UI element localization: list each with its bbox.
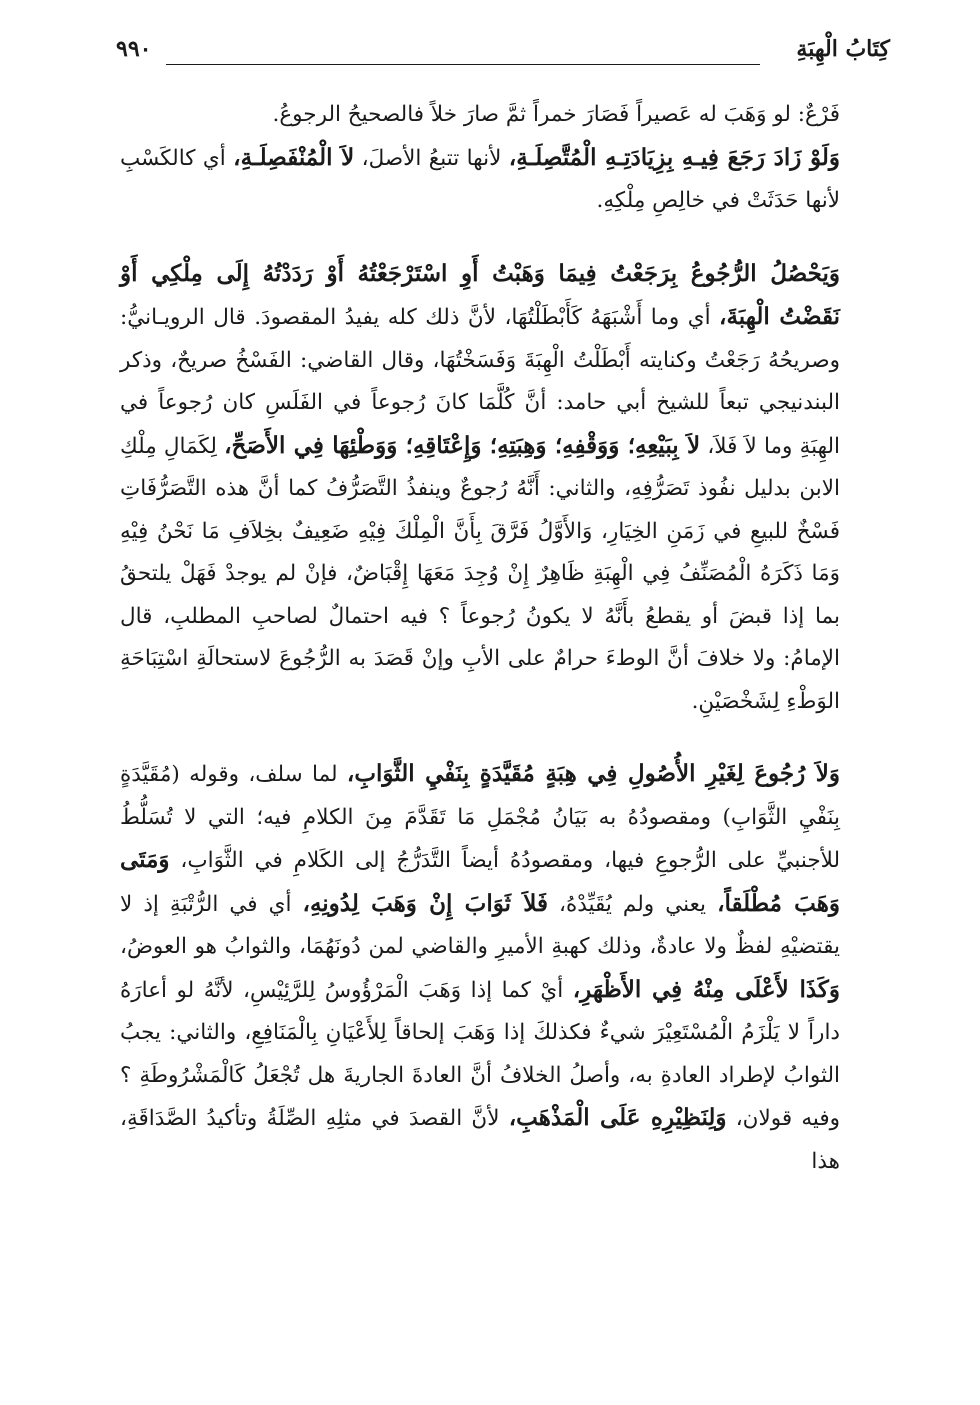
sharh-text: أي كالكَسْبِ لأنها حَدَثَتْ في خالِصِ مِلْكِهِ.: [120, 145, 840, 213]
sharh-text: يعني ولم يُقَيِّدْهُ،: [547, 891, 718, 917]
page-number: ٩٩٠: [116, 36, 152, 62]
matn-text: وَلَوْ زَادَ رَجَعَ فِيـهِ بِزِيَادَتِـهِ الْمُتَّصِلَـةِ،: [508, 143, 840, 171]
matn-text: وَمَتَى وَهَبَ مُطْلَقاً،: [120, 846, 840, 917]
paragraph-far: [120, 94, 840, 137]
sharh-text: أيْ كما إذا وَهَبَ الْمَرْؤُوسُ لِلرَّئِيْسِ، لأنَّهُ لو أعارَهُ داراً لا يَلْزَمُ الْمُسْتَعِيْرَ شيءٌ فكذلكَ إذا وَهَبَ إلحاقاً لِلأَعْيَانِ بِالْمَنَافِعِ، والثاني: يجبُ الثوابُ لإطراد العادةِ به، وأصلُ الخلافُ أنَّ العادةَ الجاريةَ هل تُجْعَلُ كَالْمَشْرُوطَةِ ؟ وفيه قولان،: [120, 977, 841, 1131]
text-segment: فَرْعٌ: لو وَهَبَ له عَصيراً فَصَارَ خمراً ثمَّ صارَ خلاً فالصحيحُ الرجوعُ.: [272, 102, 840, 127]
matn-text: لاَ بِبَيْعِهِ؛ وَوَقْفِهِ؛ وَهِبَتِهِ؛ وَإِعْتَاقِهِ؛ وَوَطْئِهَا فِي الأَصَحِّ،: [224, 431, 701, 459]
sharh-text: لأنها تتبعُ الأصلَ،: [354, 145, 509, 171]
matn-text: وَلاَ رُجُوعَ لِغَيْرِ الأُصُولِ فِي هِبَةٍ مُقَيَّدَةٍ بِنَفْيِ الثَّوَابِ،: [346, 760, 840, 787]
sharh-text: أي في الرُّتْبَةِ إذ لا يقتضيْهِ لفظٌ ولا عادةٌ، وذلك كهبةِ الأميرِ والقاضي لمن دُونَهُمَا، والثوابُ هو العوضُ،: [120, 891, 840, 959]
matn-text: وَيَحْصُلُ الرُّجُوعُ بِرَجَعْتُ فِيمَا وَهَبْتُ أَوِ اسْتَرْجَعْتُهُ أَوْ رَدَدْتُهُ إِلَى مِلْكِي أَوْ نَقَضْتُ الْهِبَةَ،: [120, 259, 840, 330]
sharh-text: أي وما أَشْبَهَهُ كَأَبْطَلْتُهَا، لأنَّ ذلك كله يفيدُ المقصودَ. قال الرويـانيُّ: وصريحُهُ رَجَعْتُ وكنايته أَبْطَلْتُ الْهِبَةَ وَفَسَخْتُهَا، وقال القاضي: الفَسْخُ صريحٌ، وذكر البندنيجي تبعاً للشيخ أبي حامد: أنَّ كُلَّمَا كانَ رُجوعاً في الفَلَسِ كان رُجوعاً في الهِبَةِ وما لاَ فَلاَ،: [120, 305, 841, 459]
running-header-title: كِتَابُ الْهِبَةِ: [796, 36, 890, 62]
paragraph-zad: [120, 137, 840, 223]
sharh-text: لما سلف، وقوله (مُقَيَّدَةٍ بِنَفْيِ الثَّوَابِ) ومقصودُهُ به بَيَانُ مُجْمَلِ مَا تَقَدَّمَ مِنَ الكلامِ فيه؛ التي لا تُسَلُّطُ للأجنبيِّ على الرُّجوعِ فيها، ومقصودُهُ أيضاً التَّدَرُّجُ إلى الكَلامِ في الثَّوَابِ،: [120, 762, 840, 873]
matn-text: فَلاَ ثَوَابَ إِنْ وَهَبَ لِدُونِهِ،: [302, 889, 548, 917]
page-header: [116, 34, 890, 74]
header-rule: [166, 64, 760, 65]
paragraph-la-rujua: [120, 753, 840, 1183]
matn-text: وَكَذَا لأَعْلَى مِنْهُ فِي الأَظْهَرِ،: [572, 975, 840, 1003]
sharh-text: لأنَّ القصدَ في مثلِهِ الصِّلَةُ وتأكيدُ الصَّدَاقَةِ، هذا: [120, 1106, 840, 1174]
sharh-text: لِكَمَالِ مِلْكِ الابن بدليل نفُوذ تَصَرُّفِهِ، والثاني: أَنَّهُ رُجوعٌ وينفذُ التَّصَرُّفُ كما أنَّ هذه التَّصَرُّفَاتِ فَسْخٌ للبيعِ في زَمَنِ الخِيَارِ، وَالأَوَّلُ فَرَّقَ بِأَنَّ الْمِلْكَ فِيْهِ ضَعِيفٌ بخِلاَفِ مَا نَحْنُ فِيْهِ وَمَا ذَكَرَهُ الْمُصَنِّفُ فِي الْهِبَةِ ظَاهِرٌ إِنْ وُجِدَ مَعَهَا إِقْبَاضٌ، فإنْ لم يوجدْ فَهَلْ يلتحقُ بما إذا قبضَ أو يقطعُ بأَنَّهُ لا يكونُ رُجوعاً ؟ فيه احتمالٌ لصاحبِ المطلبِ، قال الإمامُ: ولا خلافَ أنَّ الوطءَ حرامٌ على الأبِ وإنْ قَصَدَ به الرُّجُوعَ لاستحالَةِ اسْتِبَاحَةِ الوَطْءِ لِشَخْصَيْنِ.: [120, 433, 840, 714]
matn-text: وَلِنَظِيْرِهِ عَلَى الْمَذْهَبِ،: [508, 1104, 727, 1131]
page-body: [120, 94, 840, 1183]
matn-text: لاَ الْمُنْفَصِلَـةِ،: [233, 143, 355, 171]
paragraph-yahsul: [120, 253, 840, 724]
